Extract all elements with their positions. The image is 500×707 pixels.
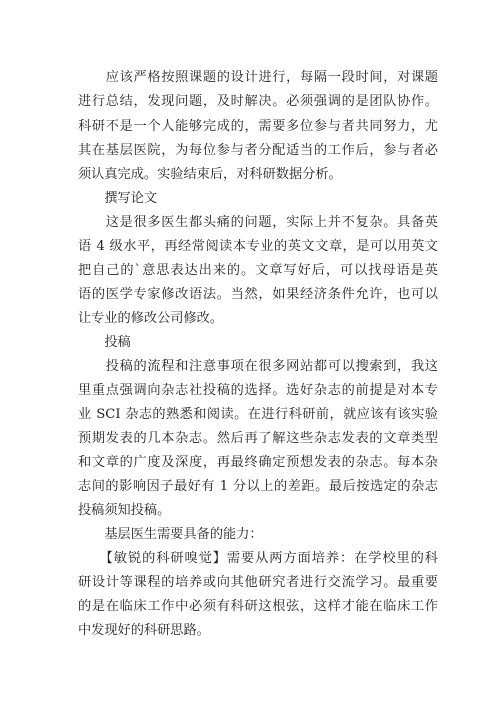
text-line: 进行总结，发现问题，及时解决。必须强调的是团队协作。 bbox=[78, 94, 438, 109]
text-line: 让专业的修改公司修改。 bbox=[78, 311, 224, 326]
text-line: 这是很多医生都头痛的问题，实际上并不复杂。具备英 bbox=[78, 215, 438, 230]
text-line: 须认真完成。实验结束后，对科研数据分析。 bbox=[78, 167, 342, 182]
section-heading: 撰写论文 bbox=[78, 191, 158, 206]
text-line: 应该严格按照课题的设计进行，每隔一段时间，对课题 bbox=[78, 70, 438, 85]
text-line: 把自己的`意思表达出来的。文章写好后，可以找母语是英 bbox=[78, 263, 438, 278]
text-line: 科研不是一个人能够完成的，需要多位参与者共同努力，尤 bbox=[78, 119, 438, 134]
text-line: 语的医学专家修改语法。当然，如果经济条件允许，也可以 bbox=[78, 287, 438, 302]
text-line: 投稿须知投稿。 bbox=[78, 503, 171, 518]
text-line: 其在基层医院，为每位参与者分配适当的工作后，参与者必 bbox=[78, 143, 438, 158]
text-line: 和文章的广度及深度，再最终确定预想发表的杂志。每本杂 bbox=[78, 455, 438, 470]
text-line: 语 4 级水平，再经常阅读本专业的英文文章，是可以用英文 bbox=[78, 239, 438, 254]
text-line: 里重点强调向杂志社投稿的选择。选好杂志的前提是对本专 bbox=[78, 383, 438, 398]
text-line: 【敏锐的科研嗅觉】需要从两方面培养：在学校里的科 bbox=[78, 551, 438, 566]
text-line: 志间的影响因子最好有 1 分以上的差距。最后按选定的杂志 bbox=[78, 479, 438, 494]
text-line: 预期发表的几本杂志。然后再了解这些杂志发表的文章类型 bbox=[78, 431, 438, 446]
section-heading: 投稿 bbox=[78, 335, 131, 350]
text-line: 投稿的流程和注意事项在很多网站都可以搜索到，我这 bbox=[78, 359, 438, 374]
text-line: 的是在临床工作中必须有科研这根弦，这样才能在临床工作 bbox=[78, 599, 438, 614]
text-line: 中发现好的科研思路。 bbox=[78, 623, 210, 638]
text-line: 研设计等课程的培养或向其他研究者进行交流学习。最重要 bbox=[78, 575, 438, 590]
section-heading: 基层医生需要具备的能力： bbox=[78, 527, 263, 542]
text-line: 业 SCI 杂志的熟悉和阅读。在进行科研前，就应该有该实验 bbox=[78, 407, 438, 422]
